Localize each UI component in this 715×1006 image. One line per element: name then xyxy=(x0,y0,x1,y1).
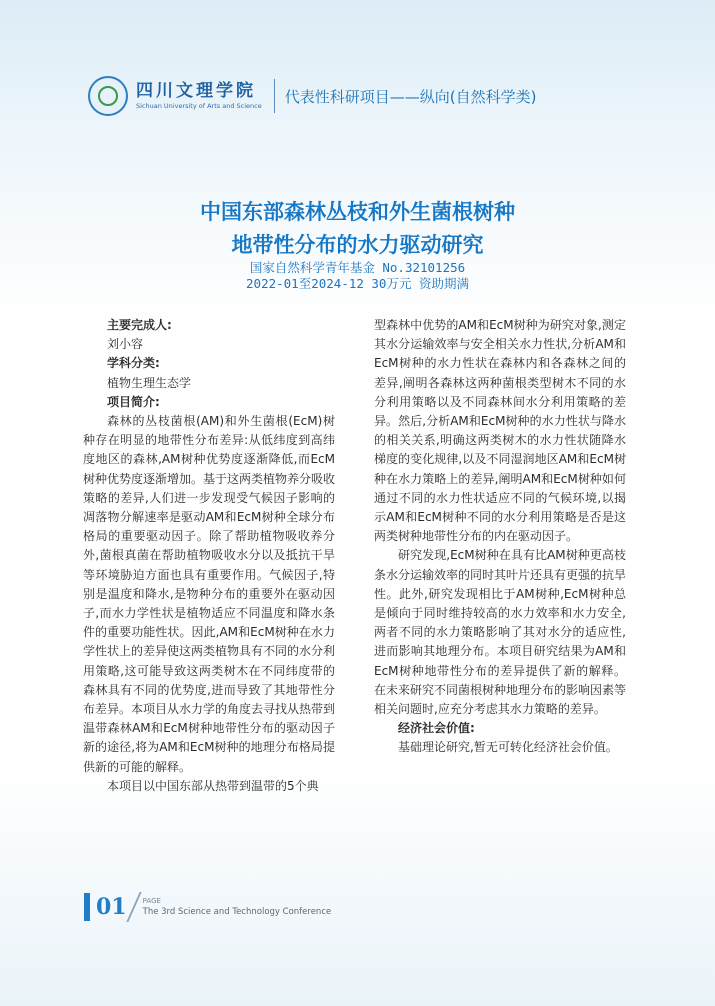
page-number: 01 xyxy=(96,894,127,920)
fund-line-1: 国家自然科学青年基金 No.32101256 xyxy=(249,260,466,275)
leader-label: 主要完成人: xyxy=(107,318,172,332)
page-footer xyxy=(84,892,331,922)
subject-value: 植物生理生态学 xyxy=(107,375,192,390)
university-logo xyxy=(136,81,262,111)
subject-label: 学科分类: xyxy=(107,356,160,371)
header-category: 代表性科研项目——纵向(自然科学类) xyxy=(284,87,537,106)
right-column xyxy=(374,316,626,758)
footer-accent-bar xyxy=(84,893,90,921)
university-name-cn: 四川文理学院 xyxy=(136,81,256,101)
project-title xyxy=(0,196,715,262)
funding-info xyxy=(0,260,715,292)
header-divider xyxy=(274,79,275,113)
social-value-text: 基础理论研究,暂无可转化经济社会价值。 xyxy=(398,740,618,755)
page-header xyxy=(88,72,536,120)
intro-paragraph-1: 森林的丛枝菌根(AM)和外生菌根(EcM)树种存在明显的地带性分布差异:从低纬度到高纬度地区的森林,AM树种优势度逐渐降低,而EcM树种优势度逐渐增加。基于这两类植物养分吸收策略的差异,人们进一步发现受气候因子影响的凋落物分解速率是驱动AM和EcM树种全球分布格局的重要驱动因子。除了帮助植物吸收养分外,菌根真菌在帮助植物吸收水分以及抵抗干旱等环境胁迫方面也具有重要作用。气候因子,特别是温度和降水,是物种分布的重要外在驱动因子,而水力学性状是植物适应不同温度和降水条件的重要功能性状。因此,AM和EcM树种在水力学性状上的差异使这两类植物具有不同的水分利用策略,这可能导致这两类树木在不同纬度带的森林具有不同的优势度,进而导致了其地带性分布差异。本项目从水力学的角度去寻找从热带到温带森林AM和EcM树种地带性分布的驱动因子新的途径,将为AM和EcM树种的地理分布格局提供新的可能的解释。 xyxy=(83,414,336,774)
intro-paragraph-2: 本项目以中国东部从热带到温带的5个典 xyxy=(107,778,319,793)
title-line-1: 中国东部森林丛枝和外生菌根树种 xyxy=(200,200,515,224)
university-name-en: Sichuan University of Arts and Science xyxy=(136,102,262,110)
social-value-label: 经济社会价值: xyxy=(398,721,475,736)
footer-text xyxy=(143,896,332,918)
footer-page-label: PAGE xyxy=(142,897,161,905)
findings-paragraph: 研究发现,EcM树种在具有比AM树种更高枝条水分运输效率的同时其叶片还具有更强的抗旱性。此外,研究发现相比于AM树种,EcM树种总是倾向于同时维持较高的水力效率和水力安全,两者不同的水力策略影响了其对水分的适应性,进而影响其地理分布。本项目研究结果为AM和EcM树种地带性分布的差异提供了新的解释。在未来研究不同菌根树种地理分布的影响因素等相关问题时,应充分考虑其水力策略的差异。 xyxy=(374,548,627,717)
university-seal-icon xyxy=(88,76,128,116)
footer-conference: The 3rd Science and Technology Conference xyxy=(142,907,332,917)
left-column xyxy=(83,316,335,796)
intro-label: 项目简介: xyxy=(107,394,160,409)
fund-line-2: 2022-01至2024-12 30万元 资助期满 xyxy=(246,276,469,291)
leader-value: 刘小容 xyxy=(107,337,144,352)
footer-slash-divider xyxy=(126,892,141,922)
title-line-2: 地带性分布的水力驱动研究 xyxy=(231,233,484,257)
intro-paragraph-2-continued: 型森林中优势的AM和EcM树种为研究对象,测定其水分运输效率与安全相关水力性状,分析AM和EcM树种的水力性状在森林内和各森林之间的差异,阐明各森林这两种菌根类型树木不同的水分利用策略以及不同森林间水分利用策略的差异。然后,分析AM和EcM树种的水力性状与降水的相关关系,明确这两类树木的水力性状随降水梯度的变化规律,以及不同湿润地区AM和EcM树种在水力策略上的差异,阐明AM和EcM树种如何通过不同的水力性状适应不同的气候环境,以揭示AM和EcM树种不同的水分利用策略是否是这两类树种地带性分布的内在驱动因子。 xyxy=(374,318,626,544)
